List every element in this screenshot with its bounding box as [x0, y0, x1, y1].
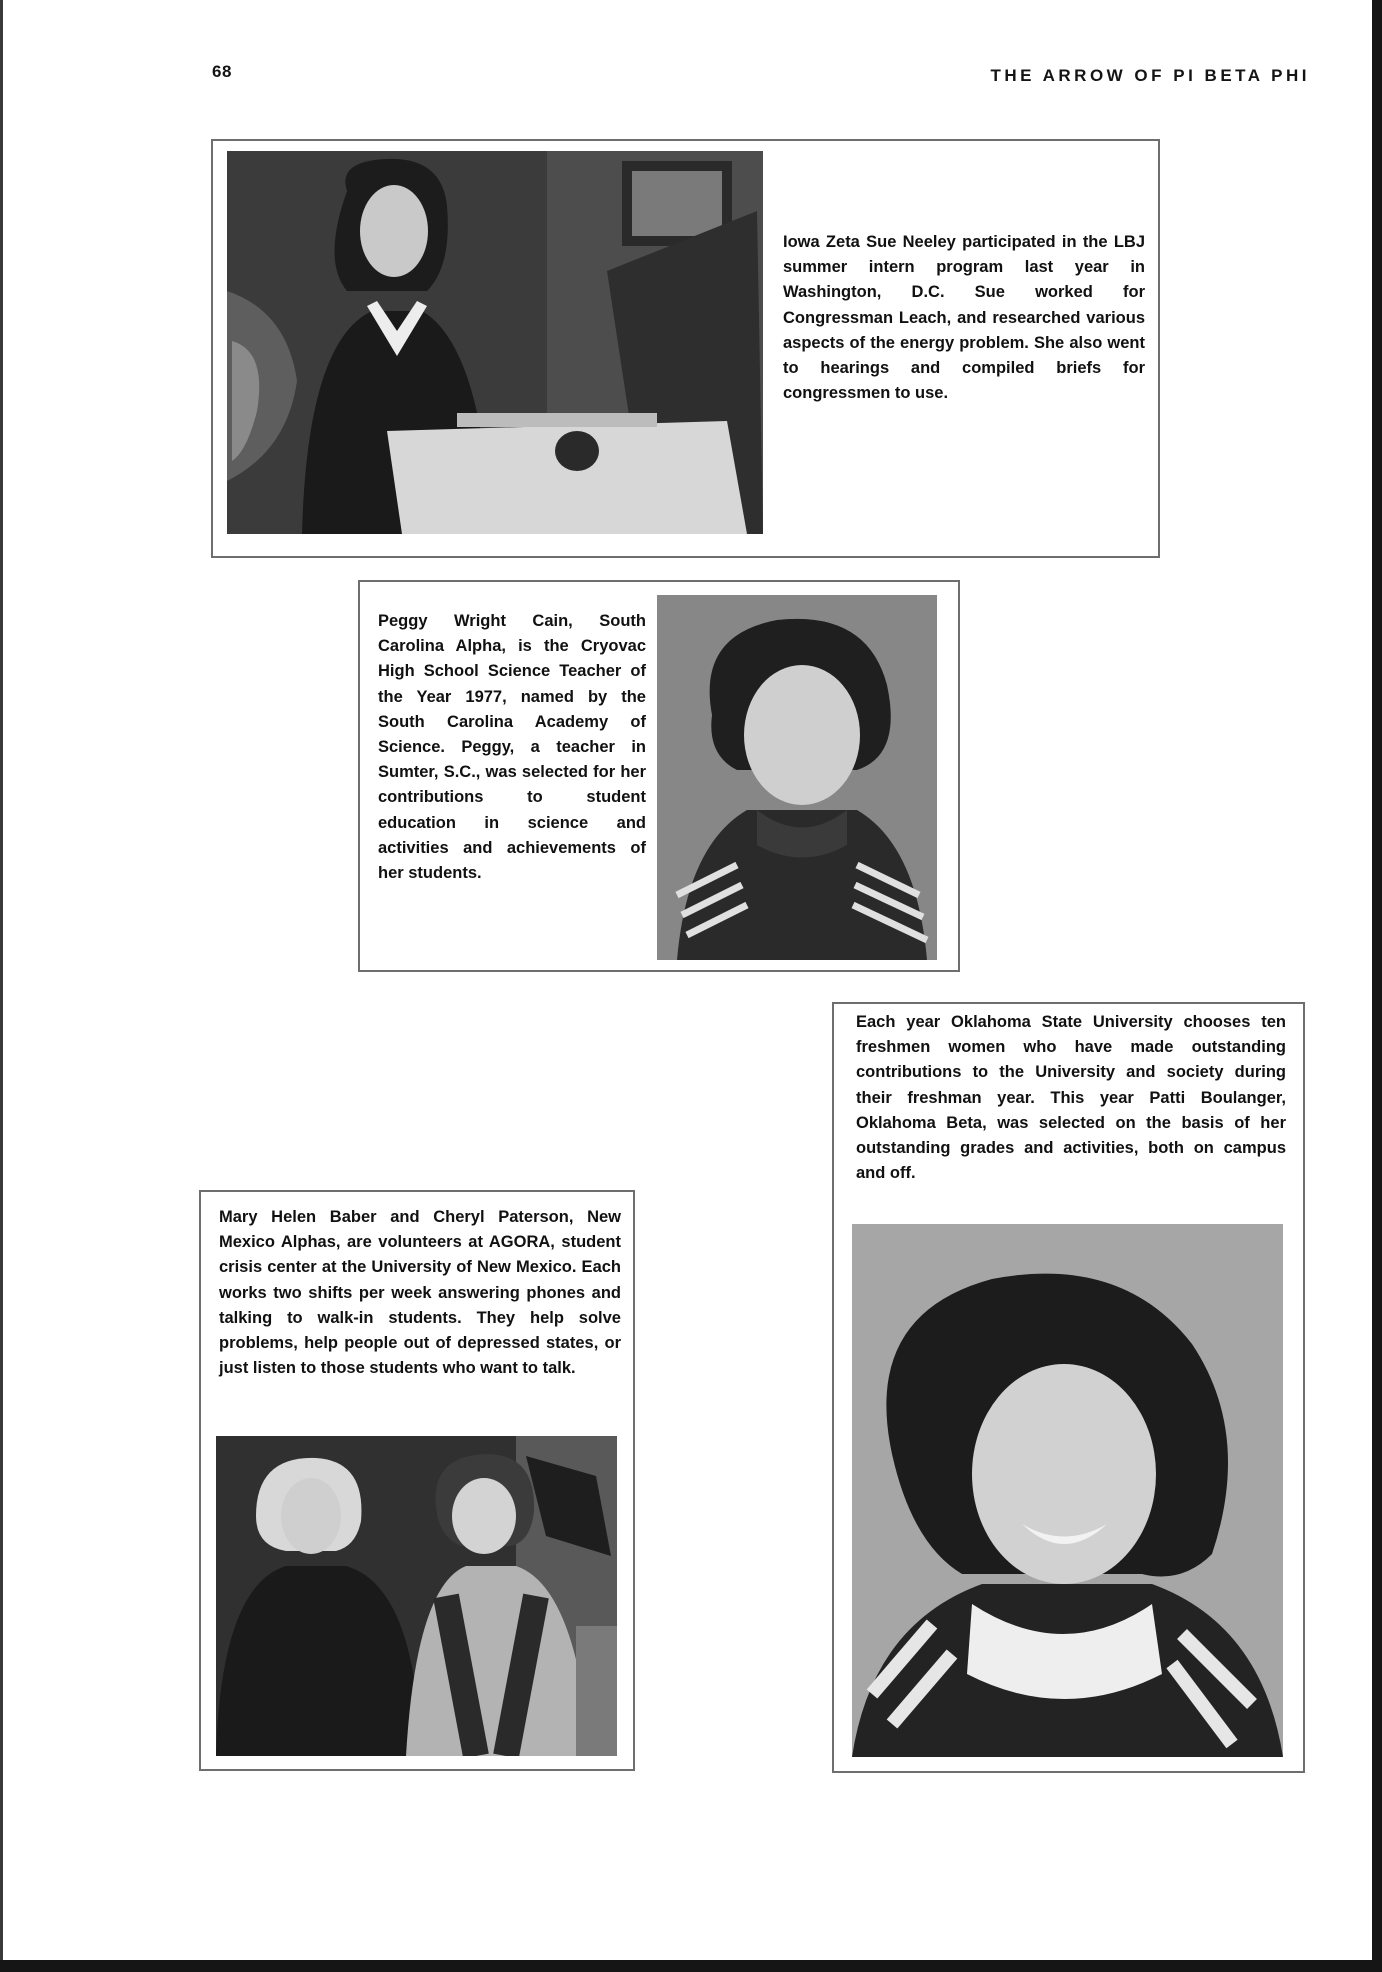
photo-sue-neeley: [227, 151, 763, 534]
photo-patti-boulanger: [852, 1224, 1283, 1757]
caption-baber-paterson: Mary Helen Baber and Cheryl Paterson, New Mexico Alphas, are volunteers at AGORA, student crisis center at the University of New Mexico. Each works two shifts per week answering phones and talking to walk-in students. They help solve problems, help people out of depressed states, or just listen to those students who want to talk.: [219, 1208, 621, 1378]
photo-peggy-cain: [657, 595, 937, 960]
page-edge-bottom: [0, 1960, 1382, 1972]
photo-baber-paterson: [216, 1436, 617, 1756]
caption-neeley: Iowa Zeta Sue Neeley participated in the LBJ summer intern program last year in Washington, D.C. Sue worked for Congressman Leach, and researched various aspects of the energy problem. She also went to hearings and compiled briefs for congressmen to use.: [783, 233, 1145, 403]
running-head: THE ARROW OF PI BETA PHI: [990, 66, 1310, 85]
page-edge-right: [1372, 0, 1382, 1972]
page-number: 68: [212, 62, 232, 81]
caption-boulanger: Each year Oklahoma State University chooses ten freshmen women who have made outstanding contributions to the University and society during their freshman year. This year Patti Boulanger, Oklahoma Beta, was selected on the basis of her outstanding grades and activities, both on campus and off.: [856, 1013, 1286, 1183]
page-edge-left: [0, 0, 3, 1972]
caption-cain: Peggy Wright Cain, South Carolina Alpha, is the Cryovac High School Science Teacher of the Year 1977, named by the South Carolina Academy of Science. Peggy, a teacher in Sumter, S.C., was selected for her contributions to student education in science and activities and achievements of her students.: [378, 612, 646, 883]
